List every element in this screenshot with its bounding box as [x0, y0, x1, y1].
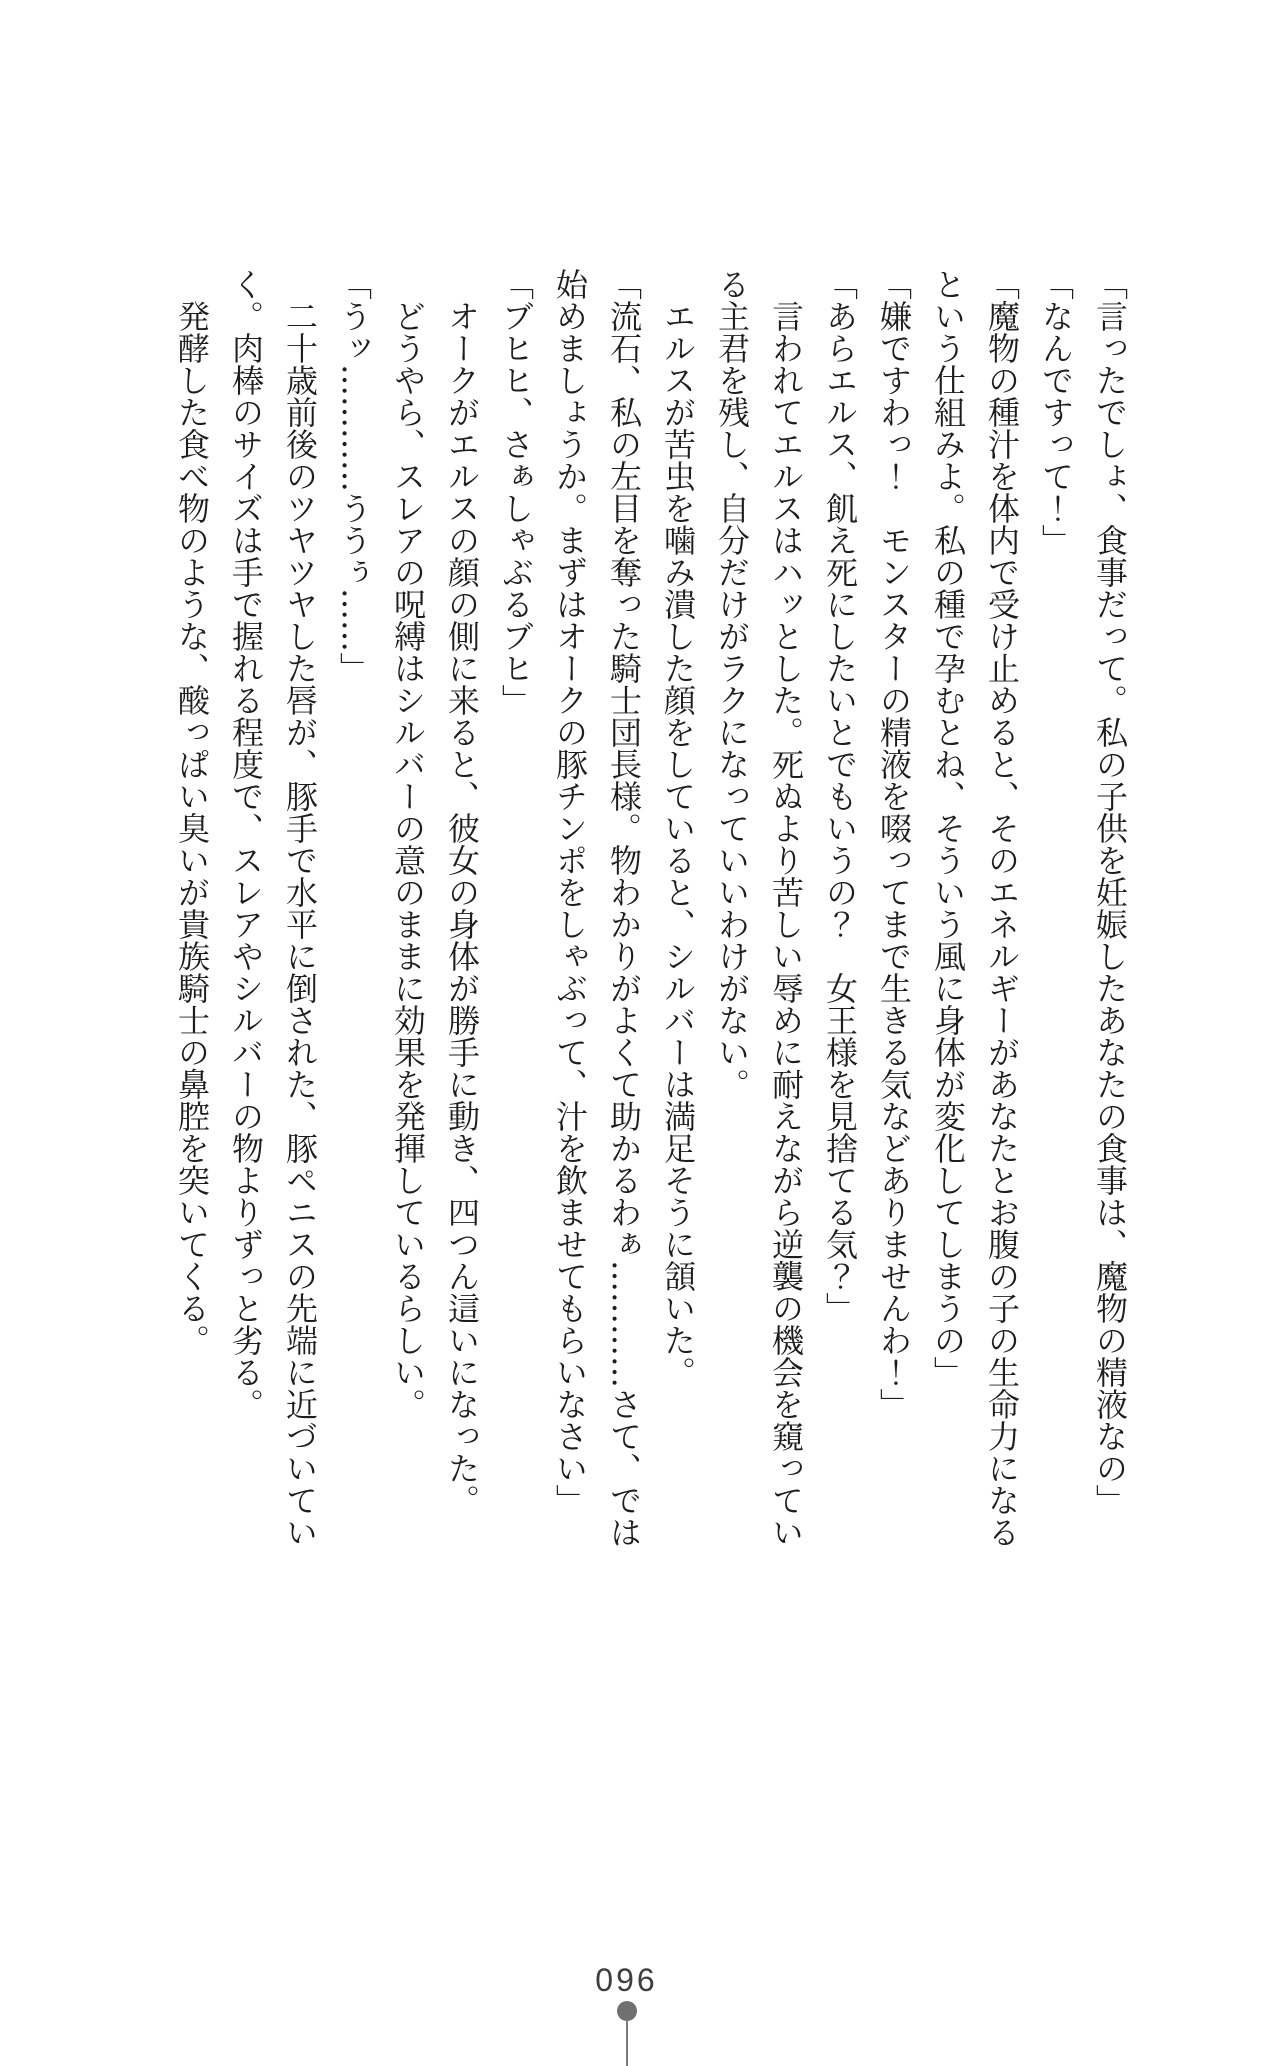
paragraph: 「流石、私の左目を奪った騎士団長様。物わかりがよくて助かるわぁ…………さて、では始めましょうか。まずはオークの豚チンポをしゃぶって、汁を飲ませてもらいなさい」	[551, 268, 643, 1548]
paragraph: 「なんですって！」	[1037, 268, 1075, 556]
paragraph: 「言ったでしょ、食事だって。私の子供を妊娠したあなたの食事は、魔物の精液なの」	[1091, 268, 1129, 1516]
paragraph: 「うッ…………ううぅ……」	[335, 268, 373, 684]
paragraph: 発酵した食べ物のような、酸っぱい臭いが貴族騎士の鼻腔を突いてくる。	[173, 300, 211, 1356]
paragraph: どうやら、スレアの呪縛はシルバーの意のままに効果を発揮しているらしい。	[389, 300, 427, 1420]
vertical-text-block	[165, 268, 1137, 1560]
footer-dot-icon	[617, 2001, 637, 2021]
paragraph: 言われてエルスはハッとした。死ぬより苦しい辱めに耐えながら逆襲の機会を窺っている主君を残し、自分だけがラクになっていいわけがない。	[713, 268, 805, 1548]
paragraph: オークがエルスの顔の側に来ると、彼女の身体が勝手に動き、四つん這いになった。	[443, 300, 481, 1516]
paragraph: 「あらエルス、飢え死にしたいとでもいうの？ 女王様を見捨てる気？」	[821, 268, 859, 1324]
paragraph: エルスが苦虫を噛み潰した顔をしていると、シルバーは満足そうに頷いた。	[659, 300, 697, 1388]
paragraph: 「嫌ですわっ！ モンスターの精液を啜ってまで生きる気などありませんわ！」	[875, 268, 913, 1420]
paragraph: 「ブヒヒ、さぁしゃぶるブヒ」	[497, 268, 535, 716]
paragraph: 二十歳前後のツヤツヤした唇が、豚手で水平に倒された、豚ペニスの先端に近づいていく。肉棒のサイズは手で握れる程度で、スレアやシルバーの物よりずっと劣る。	[227, 268, 319, 1548]
page-number: 096	[595, 1962, 658, 1998]
paragraph: 「魔物の種汁を体内で受け止めると、そのエネルギーがあなたとお腹の子の生命力になるという仕組みよ。私の種で孕むとね、そういう風に身体が変化してしまうの」	[929, 268, 1021, 1548]
footer-rule-line	[626, 2019, 628, 2066]
